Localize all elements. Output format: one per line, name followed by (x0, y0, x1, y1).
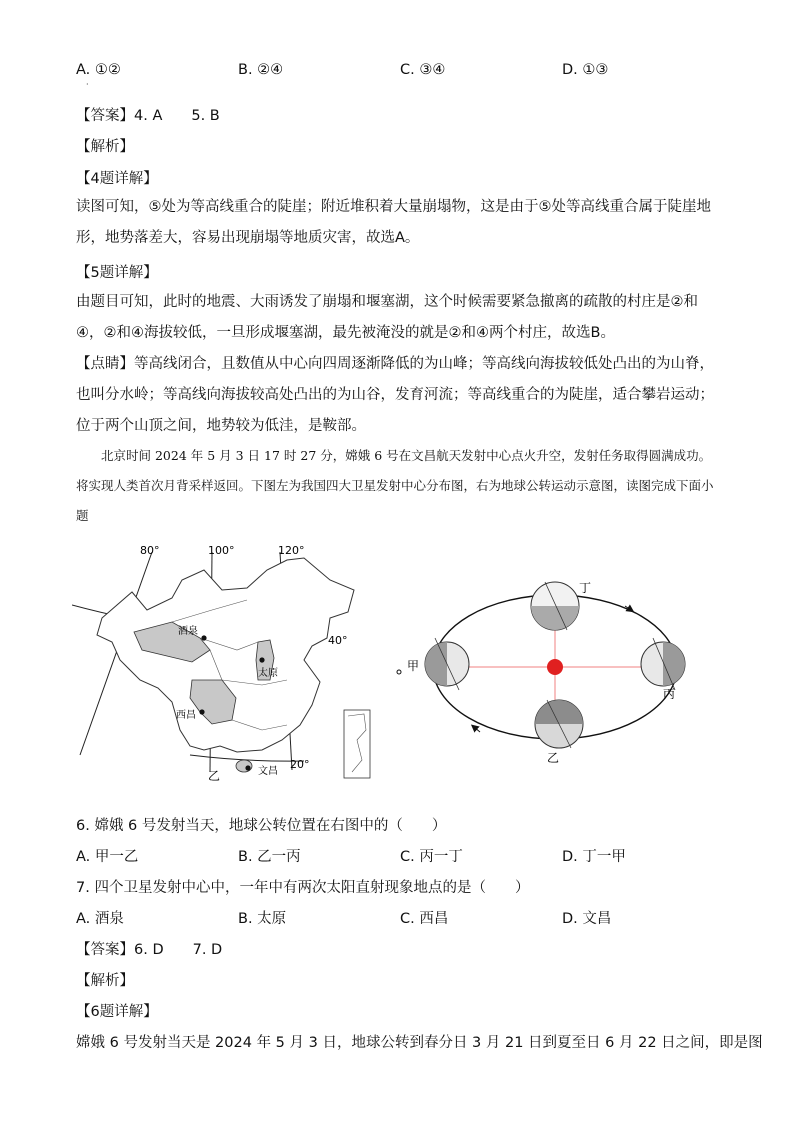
q6-option-c: C. 丙一丁 (400, 849, 463, 865)
earth-orbit-diagram (395, 572, 695, 767)
q45-option-b: B. ②④ (238, 62, 284, 78)
dianjing-label: 【点睛】 (76, 356, 134, 372)
q7-option-b: B. 太原 (238, 911, 287, 927)
dianjing-text: 等高线闭合，且数值从中心向四周逐渐降低的为山峰；等高线向海拔较低处凸出的为山脊，也叫分水岭；等高线向海拔较高处凸出的为山谷，发育河流；等高线重合的为陡崖，适合攀岩运动；位于两个山顶之间，地势较为低洼，是鞍部。 (76, 356, 714, 434)
question-stem: 北京时间 2024 年 5 月 3 日 17 时 27 分，嫦娥 6 号在文昌航天发射中心点火升空，发射任务取得圆满成功。将实现人类首次月背采样返回。下图左为我国四大卫星发射中心分布图，右为地球公转运动示意图，读图完成下面小题 (76, 448, 714, 523)
detail-6-label: 【6题详解】 (76, 1004, 158, 1020)
q6-option-a: A. 甲一乙 (76, 849, 139, 865)
question-6: 6. 嫦娥 6 号发射当天，地球公转位置在右图中的（ ） (76, 818, 447, 834)
south-sea-inset (344, 710, 370, 778)
lat-label-20: 20° (290, 758, 310, 771)
orbit-arrow-2 (474, 727, 480, 732)
position-label-ding: 丁 (579, 581, 592, 595)
stray-dot: · (86, 80, 89, 89)
small-ring-mark (397, 670, 401, 674)
q7-option-c: C. 西昌 (400, 911, 449, 927)
q6-option-d: D. 丁一甲 (562, 849, 626, 865)
lon-label-120: 120° (278, 544, 305, 557)
position-label-yi: 乙 (547, 751, 560, 765)
analysis-label-2: 【解析】 (76, 973, 134, 989)
q45-option-c: C. ③④ (400, 62, 446, 78)
q45-option-d: D. ①③ (562, 62, 609, 78)
lat-label-40: 40° (328, 634, 348, 647)
jiuquan-dot (201, 635, 206, 640)
answer-4-5: 【答案】4. A 5. B (76, 108, 220, 124)
site-label-jiuquan: 酒泉 (178, 626, 198, 637)
sun (547, 659, 563, 675)
detail-5-label: 【5题详解】 (76, 265, 158, 281)
q7-option-d: D. 文昌 (562, 911, 612, 927)
detail-4-text: 读图可知，⑤处为等高线重合的陡崖；附近堆积着大量崩塌物，这是由于⑤处等高线重合属于陡崖地形，地势落差大，容易出现崩塌等地质灾害，故选A。 (76, 199, 711, 246)
q6-option-b: B. 乙一丙 (238, 849, 301, 865)
taiyuan-dot (259, 657, 264, 662)
china-launch-map (72, 540, 372, 785)
position-label-jia: 甲 (407, 659, 420, 673)
earth-yi (535, 700, 583, 748)
site-label-xichang: 西昌 (176, 710, 196, 721)
site-label-taiyuan: 太原 (258, 668, 278, 679)
earth-ding (531, 582, 579, 630)
lon-label-80: 80° (140, 544, 160, 557)
lon-label-100: 100° (208, 544, 235, 557)
answer-6-7: 【答案】6. D 7. D (76, 942, 223, 958)
wenchang-dot (245, 765, 250, 770)
q7-option-a: A. 酒泉 (76, 911, 124, 927)
analysis-label-1: 【解析】 (76, 139, 134, 155)
q45-option-a: A. ①② (76, 62, 121, 78)
earth-jia (425, 638, 469, 690)
orbit-label-yi-under-map: 乙 (208, 769, 221, 783)
detail-4-label: 【4题详解】 (76, 171, 158, 187)
detail-5-text: 由题目可知，此时的地震、大雨诱发了崩塌和堰塞湖，这个时候需要紧急撤离的疏散的村庄是②和④，②和④海拔较低，一旦形成堰塞湖，最先被淹没的就是②和④两个村庄，故选B。 (76, 294, 698, 341)
china-outline (97, 558, 354, 752)
earth-bing (641, 638, 685, 690)
site-label-wenchang: 文昌 (258, 766, 278, 777)
detail-6-text: 嫦娥 6 号发射当天是 2024 年 5 月 3 日，地球公转到春分日 3 月 21 日到夏至日 6 月 22 日之间，即是图 (76, 1035, 763, 1051)
xichang-dot (199, 709, 204, 714)
position-label-bing: 丙 (663, 687, 676, 701)
question-7: 7. 四个卫星发射中心中，一年中有两次太阳直射现象地点的是（ ） (76, 880, 530, 896)
dianjing-block (76, 349, 716, 442)
